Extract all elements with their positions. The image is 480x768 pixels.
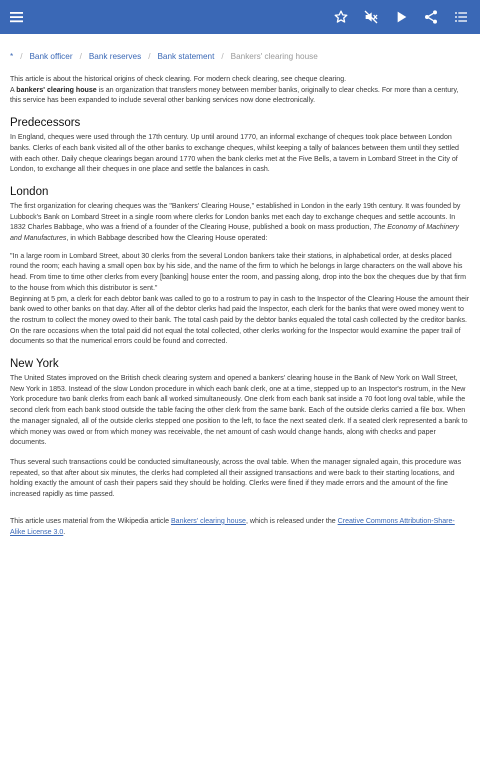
london-paragraph-2: Beginning at 5 pm, a clerk for each debtor bank was called to go to a rostrum to pay in cash to the Inspector of the Clearing House the amount their bank owed to other banks on that day. After all of the debtor clerks had paid the Inspector, each clerk for the banks that were owed money went to the rostrum to collect the money owed to their bank. The total cash paid by the debtor banks equaled the total cash collected by the creditor banks. On the rare occasions when the total paid did not equal the total collected, other clerks working for the Inspector would examine the paper trail of documents so that the numerical errors could be found and corrected. — [10, 295, 470, 346]
intro-paragraph: A bankers' clearing house is an organization that transfers money between member banks, originally to clear checks. For more than a century, this service has been expanded to include several other banking services now done electronically. — [10, 86, 459, 105]
new-york-paragraph: The United States improved on the British check clearing system and opened a bankers' clearing house in the Bank of New York on Wall Street, New York in 1853. Instead of the slow London procedure in which each bank clerk, one at a time, stepped up to an Inspector's rostrum, in the New York procedure two bank clerks from each bank all worked simultaneously. One clerk from each bank sat inside a 70 foot long oval table, while the second clerk from each bank stood outside the table facing the other clerk from the same bank. Each of the outside clerks carried a file box. When the manager signaled, all of the outside clerks stepped one position to the left, to face the next seated clerk. If a seated clerk represented a bank to which money was owed or from which money was receivable, the net amount of cash would change hands, along with checks and paper documents. — [10, 375, 468, 447]
breadcrumb-item-bank-statement[interactable]: Bank statement — [157, 52, 215, 61]
share-icon[interactable] — [422, 7, 440, 27]
wikipedia-article-link[interactable]: Bankers' clearing house — [170, 517, 246, 525]
breadcrumb-separator: / — [79, 52, 82, 61]
book-title: The Economy of Machinery and Manufactures — [10, 224, 459, 243]
breadcrumb-current: Bankers' clearing house — [230, 52, 318, 61]
section-heading-predecessors: Predecessors — [10, 117, 81, 130]
breadcrumb — [10, 52, 470, 61]
attribution-note: This article uses material from the Wikipedia article Bankers' clearing house, which is released under the Creative Commons Attribution-Share-Alike License 3.0. — [10, 517, 455, 536]
babbage-quote: "In a large room in Lombard Street, about 30 clerks from the several London bankers take their stations, in alphabetical order, at desks placed round the room; each having a small open box by his side, and the name of the firm to which he belongs in large characters on the wall above his head. From time to time other clerks from every [banking] house enter the room, and passing along, drop into the box the cheques due by that firm to the house from which this distributor is sent." — [10, 252, 466, 292]
breadcrumb-separator: / — [221, 52, 224, 61]
hatnote: This article is about the historical origins of check clearing. For modern check clearing, see cheque clearing. — [10, 76, 347, 83]
hamburger-menu-icon[interactable] — [8, 8, 26, 26]
app-bar — [0, 0, 480, 34]
breadcrumb-item-bank-officer[interactable]: Bank officer — [29, 52, 73, 61]
new-york-paragraph-2: Thus several such transactions could be conducted simultaneously, across the oval table. When the manager signaled again, this procedure was repeated, so that after about six minutes, the clerks had completed all their assigned transactions and were back to their starting locations, and holding exactly the amount of cash their papers said they should be holding. Clerks were fined if they made errors and the amount of the fine increased rapidly as time passed. — [10, 458, 462, 499]
london-paragraph: The first organization for clearing cheques was the "Bankers' Clearing House," established in London in the early 19th century. It was founded by Lubbock's Bank on Lombard Street in a single room where clerks for London banks met each day to exchange cheques and settle accounts. In 1832 Charles Babbage, who was a friend of a founder of the Clearing House, published a book on mass production, The Economy of Machinery and Manufactures, in which Babbage described how the Clearing House operated: — [10, 202, 461, 243]
list-icon[interactable] — [452, 7, 470, 27]
section-heading-london: London — [10, 185, 49, 198]
star-outline-icon[interactable] — [332, 7, 350, 27]
section-heading-new-york: New York — [10, 358, 59, 371]
volume-off-icon[interactable] — [362, 7, 380, 27]
license-link[interactable]: Creative Commons Attribution-Share-Alike License 3.0 — [10, 517, 455, 536]
app-bar-actions — [332, 7, 470, 27]
breadcrumb-separator: / — [148, 52, 151, 61]
breadcrumb-separator: / — [20, 52, 23, 61]
breadcrumb-item-bank-reserves[interactable]: Bank reserves — [88, 52, 142, 61]
play-icon[interactable] — [392, 7, 410, 27]
article-content — [10, 75, 470, 541]
predecessors-paragraph: In England, cheques were used through the 17th century. Up until around 1770, an informal exchange of cheques took place between London banks. Clerks of each bank visited all of the other banks to exchange cheques, whilst keeping a tally of balances between them until they settled with each other. Daily cheque clearings began around 1770 when the bank clerks met at the Five Bells, a tavern in Lombard Street in the City of London, to exchange all their cheques in one place and settle the balances in cash. — [10, 134, 459, 174]
breadcrumb-root[interactable]: * — [10, 52, 14, 61]
article-term: bankers' clearing house — [16, 86, 97, 94]
